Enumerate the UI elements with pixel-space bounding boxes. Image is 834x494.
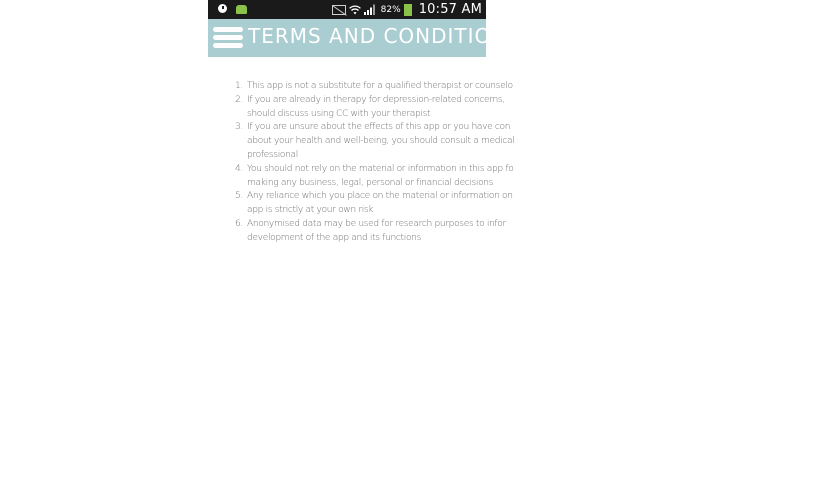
terms-item-text-line: Anonymised data may be used for research purposes to infor [247, 218, 506, 229]
signal-icon [364, 4, 376, 15]
terms-item-text-line: about your health and well-being, you should consult a medical [247, 136, 515, 147]
terms-item-number: 5. [235, 191, 243, 202]
terms-item-text-line: making any business, legal, personal or financial decisions [247, 177, 494, 188]
terms-item-number: 2. [235, 94, 243, 105]
terms-item-text-line: If you are already in therapy for depression-related concerns, [247, 94, 505, 105]
status-bar-right [332, 0, 482, 19]
terms-list-item [234, 163, 834, 191]
terms-list-item [234, 80, 834, 94]
battery-percent: 82% [380, 4, 401, 15]
battery-icon [404, 4, 412, 16]
mute-icon [332, 5, 346, 15]
terms-item-text-line: app is strictly at your own risk [247, 205, 374, 216]
status-bar [208, 0, 486, 19]
terms-item-text-line: If you are unsure about the effects of this app or you have con [247, 122, 511, 133]
status-time: 10:57 AM [418, 2, 482, 17]
wifi-icon [349, 5, 361, 15]
terms-list-item [234, 94, 834, 122]
page-title: TERMS AND CONDITIONS [248, 24, 521, 48]
android-icon [236, 5, 247, 14]
terms-item-number: 1. [235, 81, 243, 91]
clock-icon [218, 4, 227, 13]
terms-item-text-line: should discuss using CC with your therapist [247, 108, 431, 119]
phone-screen [208, 0, 521, 494]
terms-item-number: 3. [235, 122, 243, 133]
hamburger-menu-icon[interactable] [213, 27, 243, 49]
terms-list-item [234, 190, 834, 218]
terms-item-number: 4. [235, 163, 243, 174]
terms-item-number: 6. [235, 218, 243, 229]
app-header [208, 19, 521, 57]
terms-item-text-line: You should not rely on the material or information in this app fo [247, 163, 514, 174]
terms-list [234, 80, 834, 246]
terms-list-item [234, 121, 834, 162]
terms-list-item [234, 218, 834, 246]
terms-item-text-line: development of the app and its functions [247, 232, 421, 243]
terms-item-text-line: professional [247, 149, 298, 160]
terms-item-text-line: This app is not a substitute for a qualified therapist or counselo [247, 81, 513, 91]
terms-item-text-line: Any reliance which you place on the material or information on [247, 191, 513, 202]
